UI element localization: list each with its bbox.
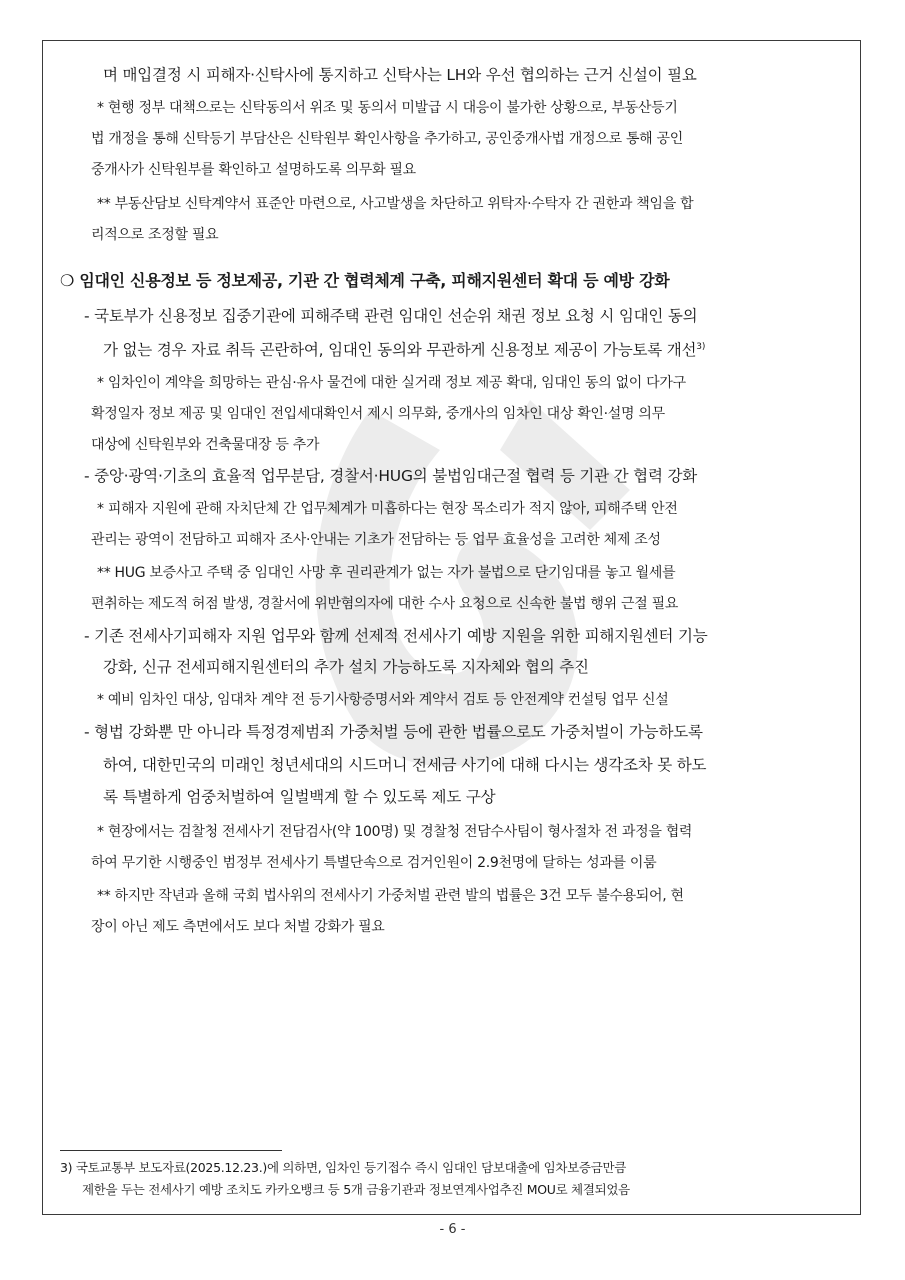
page-number: - 6 - [439,1222,466,1237]
note-line: * 피해자 지원에 관해 자치단체 간 업무체계가 미흡하다는 현장 목소리가 적지 않아, 피해주택 안전 [97,501,678,517]
bullet-line: - 형법 강화뿐 만 아니라 특정경제범죄 가중처벌 등에 관한 법률으로도 가중처벌이 가능하도록 [84,723,703,741]
footnote-divider [60,1150,282,1151]
note-line: ** 하지만 작년과 올해 국회 법사위의 전세사기 가중처벌 관련 발의 법률은 3건 모두 불수용되어, 현 [97,888,684,904]
note-line: 하여 무기한 시행중인 범정부 전세사기 특별단속으로 검거인원이 2.9천명에 달하는 성과를 이룸 [91,855,657,871]
footnote-ref: 3) [696,341,706,352]
note-line: 대상에 신탁원부와 건축물대장 등 추가 [91,437,320,453]
footnote-line: 제한을 두는 전세사기 예방 조치도 카카오뱅크 등 5개 금융기관과 정보연계사업추진 MOU로 체결되었음 [82,1182,630,1197]
note-line: ** HUG 보증사고 주택 중 임대인 사망 후 권리관계가 없는 자가 불법으로 단기임대를 놓고 월세를 [97,565,676,581]
bullet-line: - 중앙·광역·기초의 효율적 업무분담, 경찰서·HUG의 불법임대근절 협력 등 기관 간 협력 강화 [84,467,697,485]
note-line: 중개사가 신탁원부를 확인하고 설명하도록 의무화 필요 [91,162,416,178]
note-line: * 임차인이 계약을 희망하는 관심·유사 물건에 대한 실거래 정보 제공 확대, 임대인 동의 없이 다가구 [97,375,686,391]
bullet-line: 하여, 대한민국의 미래인 청년세대의 시드머니 전세금 사기에 대해 다시는 생각조차 못 하도 [103,756,707,774]
note-line: 법 개정을 통해 신탁등기 부담산은 신탁원부 확인사항을 추가하고, 공인중개사법 개정으로 통해 공인 [91,131,683,147]
note-line: 확정일자 정보 제공 및 임대인 전입세대확인서 제시 의무화, 중개사의 임차인 대상 확인·설명 의무 [91,406,665,422]
footnote-line: 3) 국토교통부 보도자료(2025.12.23.)에 의하면, 임차인 등기접수 즉시 임대인 담보대출에 임차보증금만큼 [60,1160,627,1175]
text-line: 며 매입결정 시 피해자·신탁사에 통지하고 신탁사는 LH와 우선 협의하는 근거 신설이 필요 [103,66,697,84]
note-line: 장이 아닌 제도 측면에서도 보다 처벌 강화가 필요 [91,919,385,935]
bullet-line [103,338,705,360]
note-line: ** 부동산담보 신탁계약서 표준안 마련으로, 사고발생을 차단하고 위탁자·수탁자 간 권한과 책임을 합 [97,196,694,212]
note-line: * 현장에서는 검찰청 전세사기 전담검사(약 100명) 및 경찰청 전담수사팀이 형사절차 전 과정을 협력 [97,824,693,840]
section-heading: ❍ 임대인 신용정보 등 정보제공, 기관 간 협력체계 구축, 피해지원센터 확대 등 예방 강화 [60,271,670,290]
note-line: * 예비 임차인 대상, 임대차 계약 전 등기사항증명서와 계약서 검토 등 안전계약 컨설팅 업무 신설 [97,692,669,708]
bullet-line: 록 특별하게 엄중처벌하여 일벌백계 할 수 있도록 제도 구상 [103,788,496,806]
bullet-line: - 국토부가 신용정보 집중기관에 피해주택 관련 임대인 선순위 채권 정보 요청 시 임대인 동의 [84,307,698,325]
note-line: 관리는 광역이 전담하고 피해자 조사·안내는 기초가 전담하는 등 업무 효율성을 고려한 체제 조성 [91,532,661,548]
bullet-line: 강화, 신규 전세피해지원센터의 추가 설치 가능하도록 지자체와 협의 추진 [103,658,589,676]
bullet-line: - 기존 전세사기피해자 지원 업무와 함께 선제적 전세사기 예방 지원을 위한 피해지원센터 기능 [84,627,708,645]
note-line: 리적으로 조정할 필요 [91,227,219,243]
note-line: * 현행 정부 대책으로는 신탁동의서 위조 및 동의서 미발급 시 대응이 불가한 상황으로, 부동산등기 [97,100,678,116]
bullet-text: 가 없는 경우 자료 취득 곤란하여, 임대인 동의와 무관하게 신용정보 제공이 가능토록 개선 [103,341,697,359]
note-line: 편취하는 제도적 허점 발생, 경찰서에 위반혐의자에 대한 수사 요청으로 신속한 불법 행위 근절 필요 [91,596,679,612]
